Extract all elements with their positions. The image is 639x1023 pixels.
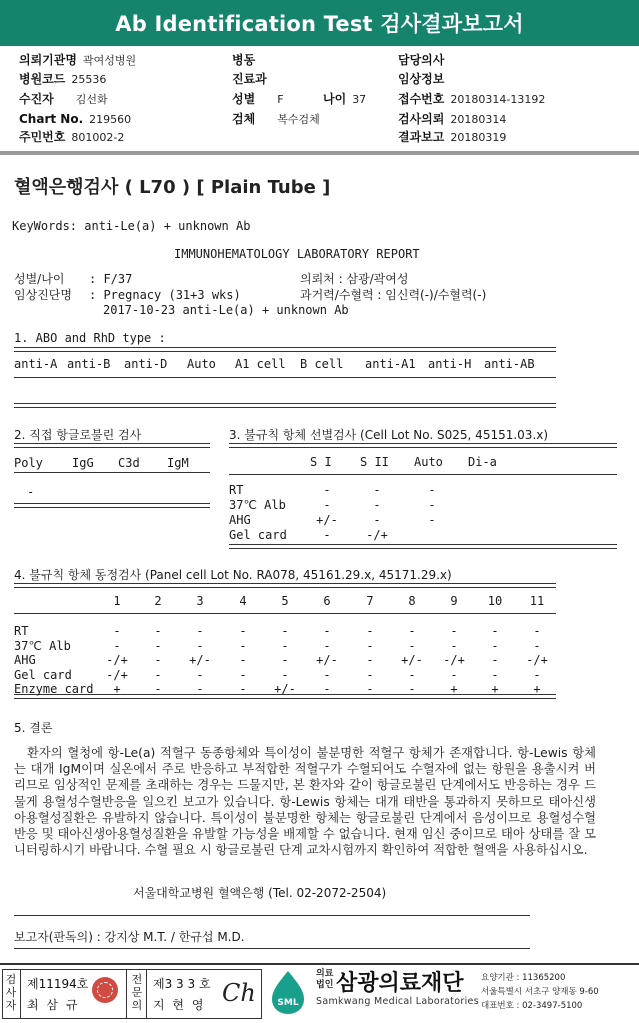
sec2-header-2: C3d	[118, 456, 140, 470]
sec2-rule-top	[14, 443, 210, 448]
sex-age-label: 성별/나이	[14, 272, 65, 286]
sec4-cell-1-6: -	[366, 638, 374, 653]
sec4-cell-4-3: -	[239, 682, 247, 696]
diagnosis-value: : Pregnacy (31+3 wks)	[89, 288, 241, 302]
sec4-cell-0-2: -	[196, 624, 204, 638]
sec1-header-1: anti-B	[67, 357, 111, 371]
sec2-header-1: IgG	[72, 456, 94, 470]
reporter: 보고자(판독의) : 강지상 M.T. / 한규섭 M.D.	[14, 930, 245, 944]
field-resident-no: 주민번호 801002-2	[19, 130, 125, 144]
sec4-cell-3-2: -	[196, 667, 204, 682]
sec1-header-5: B cell	[300, 357, 344, 371]
sec4-cell-4-2: -	[196, 682, 204, 696]
sec3-row-label-1: 37℃ Alb	[229, 498, 286, 512]
org-name: 삼광의료재단	[336, 971, 464, 996]
field-sex: 성별 F	[232, 92, 284, 106]
doctor-name: 지 현 영	[153, 998, 206, 1012]
report-title: Ab Identification Test 검사결과보고서	[115, 12, 524, 36]
sml-logo-icon	[268, 969, 308, 1015]
field-ward: 병동	[232, 53, 256, 67]
sec3-cell-2-1: -	[373, 513, 381, 527]
org-english: Samkwang Medical Laboratories	[316, 996, 479, 1007]
sec2-result: -	[27, 485, 35, 499]
sec1-header-3: Auto	[187, 357, 216, 371]
sec1-header-6: anti-A1	[365, 357, 416, 371]
sec4-cell-3-3: -	[239, 667, 247, 682]
sec2-rule-bottom	[14, 503, 210, 508]
sec3-row-label-2: AHG	[229, 513, 251, 527]
header-divider	[0, 151, 639, 155]
sec4-cell-0-6: -	[366, 624, 374, 638]
sec4-cell-2-0: -/+	[106, 653, 128, 667]
sec2-title: 2. 직접 항글로불린 검사	[14, 428, 142, 442]
contact-address: 서울특별시 서초구 양재동 9-60	[481, 987, 599, 997]
sec2-header-3: IgM	[167, 456, 189, 470]
sec3-cell-1-2: -	[428, 498, 436, 512]
sec4-header-1: 2	[154, 594, 162, 608]
sec3-rule-bottom	[229, 544, 617, 549]
sec4-cell-4-8: +	[450, 682, 458, 696]
sec3-cell-0-1: -	[373, 483, 381, 497]
sec1-header-0: anti-A	[14, 357, 58, 371]
sec4-cell-2-5: +/-	[316, 653, 338, 667]
inspector-name: 최 삼 규	[27, 998, 80, 1012]
sec4-cell-1-2: -	[196, 638, 204, 653]
field-doctor: 담당의사	[398, 53, 445, 67]
keywords: KeyWords: anti-Le(a) + unknown Ab	[12, 219, 251, 233]
sec4-row-label-0: RT	[14, 624, 29, 638]
diagnosis-line2: 2017-10-23 anti-Le(a) + unknown Ab	[103, 303, 349, 317]
doctor-no: 제3 3 3 호	[153, 977, 211, 991]
field-receipt-no: 접수번호 20180314-13192	[398, 92, 546, 106]
field-chart-no: Chart No. 219560	[19, 112, 132, 126]
sec2-rule-mid	[14, 472, 210, 473]
reporter-rule-top	[14, 915, 530, 916]
sec4-cell-2-4: -	[281, 653, 289, 667]
sec3-header-3: Di-a	[468, 455, 497, 469]
sec3-header-2: Auto	[414, 455, 443, 469]
sec4-cell-2-2: +/-	[189, 653, 211, 667]
sec1-header-8: anti-AB	[484, 357, 535, 371]
sec5-title: 5. 결론	[14, 721, 53, 735]
sec4-header-7: 8	[408, 594, 416, 608]
sex-age-value: : F/37	[89, 272, 133, 286]
sec4-header-0: 1	[113, 594, 121, 608]
sec3-rule-mid	[229, 474, 617, 475]
sec3-row-label-0: RT	[229, 483, 244, 497]
sec4-cell-4-7: -	[408, 682, 416, 696]
sec4-rule-mid	[14, 613, 556, 614]
sec4-cell-3-5: -	[323, 667, 331, 682]
sec3-cell-1-1: -	[373, 498, 381, 512]
reporter-rule-bottom	[14, 948, 530, 949]
contact-registration: 요양기관 : 11365200	[481, 973, 566, 983]
doctor-label: 전문의	[131, 973, 143, 1012]
sec4-cell-3-0: -/+	[106, 667, 128, 682]
sec4-cell-0-0: -	[113, 624, 121, 638]
sec4-cell-2-8: -/+	[443, 653, 465, 667]
logo-text: SML	[277, 998, 299, 1008]
conclusion-text: 환자의 혈청에 항-Le(a) 적혈구 동종항체와 특이성이 불분명한 적혈구 항체가 존재합니다. 항-Lewis 항체는 대개 IgM이며 실온에서 주로 반응하고 부적합한 적혈구가 수혈되어도 수혈자에 없는 항원을 용출시켜 버리므로 임상적인 문제를 초래하는 경우는 드물지만, 본 환자와 같이 항글로불린 단계에서도 반응하는 경우 드물게 용혈성수혈반응을 일으킨 보고가 있습니다. 항-Lewis 항체는 대개 태반을 통과하지 못하므로 태아신생아용혈성질환은 유발하지 않습니다. 특이성이 불분명한 항체는 항글로불린 단계에서 음성이므로 용혈성수혈반응 및 태아신생아용혈성질환을 유발할 가능성을 배제할 수 없습니다. 현재 임신 중이므로 태아 상태를 잘 모니터링하시기 바랍니다. 수혈 필요 시 항글로불린 단계 교차시험까지 확인하여 적합한 혈액을 사용하십시오.	[14, 746, 596, 858]
sec4-cell-3-7: -	[408, 667, 416, 682]
report-body	[0, 158, 639, 958]
org-prefix-1: 의료	[316, 969, 334, 979]
sec4-cell-1-4: -	[281, 638, 289, 653]
sec4-cell-3-8: -	[450, 667, 458, 682]
sec4-header-9: 10	[487, 594, 503, 608]
inspector-label: 검사자	[5, 973, 17, 1012]
sec4-cell-4-5: -	[323, 682, 331, 696]
sec4-cell-2-7: +/-	[401, 653, 423, 667]
lab-report-title: IMMUNOHEMATOLOGY LABORATORY REPORT	[174, 247, 420, 261]
inspector-no: 제11194호	[27, 977, 89, 991]
inspector-seal	[92, 977, 118, 1003]
sec3-cell-2-2: -	[428, 513, 436, 527]
field-report-date: 결과보고 20180319	[398, 130, 507, 144]
sec4-row-label-3: Gel card	[14, 667, 72, 682]
sec4-cell-2-9: -	[491, 653, 499, 667]
requester: 의뢰처 : 삼광/곽여성	[300, 272, 409, 286]
header-info	[0, 48, 639, 148]
contact-phone: 대표번호 : 02-3497-5100	[481, 1001, 583, 1011]
sec4-cell-3-10: -	[533, 667, 541, 682]
field-hospital-code: 병원코드 25536	[19, 72, 107, 86]
sec4-cell-0-3: -	[239, 624, 247, 638]
sec4-rule-top	[14, 583, 556, 588]
field-request-date: 검사의뢰 20180314	[398, 112, 507, 126]
sec4-cell-4-6: -	[366, 682, 374, 696]
report-title-banner	[0, 0, 639, 46]
sec4-row-label-2: AHG	[14, 653, 36, 667]
sec4-cell-0-1: -	[154, 624, 162, 638]
sec4-header-2: 3	[196, 594, 204, 608]
sec3-header-1: S II	[360, 455, 389, 469]
field-patient: 수진자 김선화	[19, 92, 108, 106]
sec4-cell-2-10: -/+	[526, 653, 548, 667]
sec3-cell-0-0: -	[323, 483, 331, 497]
sec4-cell-2-3: -	[239, 653, 247, 667]
sec1-rule-mid	[14, 377, 556, 378]
lab-signature-line: 서울대학교병원 혈액은행 (Tel. 02-2072-2504)	[133, 886, 387, 900]
sec3-rule-top	[229, 443, 617, 448]
sec4-title: 4. 불규칙 항체 동정검사 (Panel cell Lot No. RA078, 45161.29.x, 45171.29.x)	[14, 568, 452, 582]
sec1-header-7: anti-H	[428, 357, 472, 371]
sec1-rule-top	[14, 347, 556, 352]
sec4-header-10: 11	[529, 594, 545, 608]
inspector-divider	[20, 969, 21, 1019]
sec4-cell-3-4: -	[281, 667, 289, 682]
sec4-cell-2-6: -	[366, 653, 374, 667]
sec3-row-label-3: Gel card	[229, 528, 287, 542]
sec4-row-label-1: 37℃ Alb	[14, 638, 71, 653]
sec4-header-3: 4	[239, 594, 247, 608]
field-institution: 의뢰기관명 곽여성병원	[19, 53, 137, 67]
history: 과거력/수혈력 : 임신력(-)/수혈력(-)	[300, 288, 487, 302]
sec3-title: 3. 불규칙 항체 선별검사 (Cell Lot No. S025, 45151.03.x)	[229, 428, 549, 442]
sec4-cell-1-3: -	[239, 638, 247, 653]
test-title: 혈액은행검사 ( L70 ) [ Plain Tube ]	[14, 177, 331, 198]
sec4-cell-3-1: -	[154, 667, 162, 682]
doctor-divider	[146, 969, 147, 1019]
sec4-row-label-4: Enzyme card	[14, 682, 94, 696]
sec3-cell-2-0: +/-	[316, 513, 338, 527]
sec4-cell-4-0: +	[113, 682, 121, 696]
sec3-cell-3-1: -/+	[366, 528, 388, 542]
sec4-cell-0-7: -	[408, 624, 416, 638]
sec4-header-6: 7	[366, 594, 374, 608]
sec4-cell-3-9: -	[491, 667, 499, 682]
sec4-cell-1-7: -	[408, 638, 416, 653]
diagnosis-label: 임상진단명	[14, 288, 72, 302]
sec4-cell-0-10: -	[533, 624, 541, 638]
sec4-cell-4-10: +	[533, 682, 541, 696]
sec3-cell-1-0: -	[323, 498, 331, 512]
sec4-header-8: 9	[450, 594, 458, 608]
sec2-header-0: Poly	[14, 456, 43, 470]
sec4-cell-4-1: -	[154, 682, 162, 696]
sec4-header-4: 5	[281, 594, 289, 608]
sec4-cell-1-1: -	[154, 638, 162, 653]
sec4-cell-1-5: -	[323, 638, 331, 653]
org-prefix-2: 법인	[316, 980, 334, 990]
sec3-header-0: S I	[310, 455, 332, 469]
footer	[0, 963, 639, 1023]
field-age: 나이 37	[323, 92, 367, 106]
sec4-cell-3-6: -	[366, 667, 374, 682]
sec4-cell-1-8: -	[450, 638, 458, 653]
sec1-header-4: A1 cell	[235, 357, 286, 371]
sec4-cell-0-8: -	[450, 624, 458, 638]
sec4-cell-2-1: -	[154, 653, 162, 667]
sec3-cell-0-2: -	[428, 483, 436, 497]
doctor-signature: Ch	[222, 979, 256, 1007]
field-specimen: 검체 복수검체	[232, 112, 320, 126]
sec1-header-2: anti-D	[124, 357, 168, 371]
sec4-cell-0-5: -	[323, 624, 331, 638]
sec4-cell-1-9: -	[491, 638, 499, 653]
sec1-title: 1. ABO and RhD type :	[14, 331, 166, 345]
sec4-cell-1-0: -	[113, 638, 121, 653]
sec1-rule-bottom	[14, 403, 556, 408]
sec4-header-5: 6	[323, 594, 331, 608]
sec4-cell-0-9: -	[491, 624, 499, 638]
field-clinical-info: 임상정보	[398, 72, 445, 86]
field-department: 진료과	[232, 72, 267, 86]
sec4-cell-4-9: +	[491, 682, 499, 696]
doctor-divider-left	[126, 969, 127, 1019]
sec4-cell-0-4: -	[281, 624, 289, 638]
sec3-cell-3-0: -	[323, 528, 331, 542]
sec4-cell-1-10: -	[533, 638, 541, 653]
sec4-cell-4-4: +/-	[274, 682, 296, 696]
